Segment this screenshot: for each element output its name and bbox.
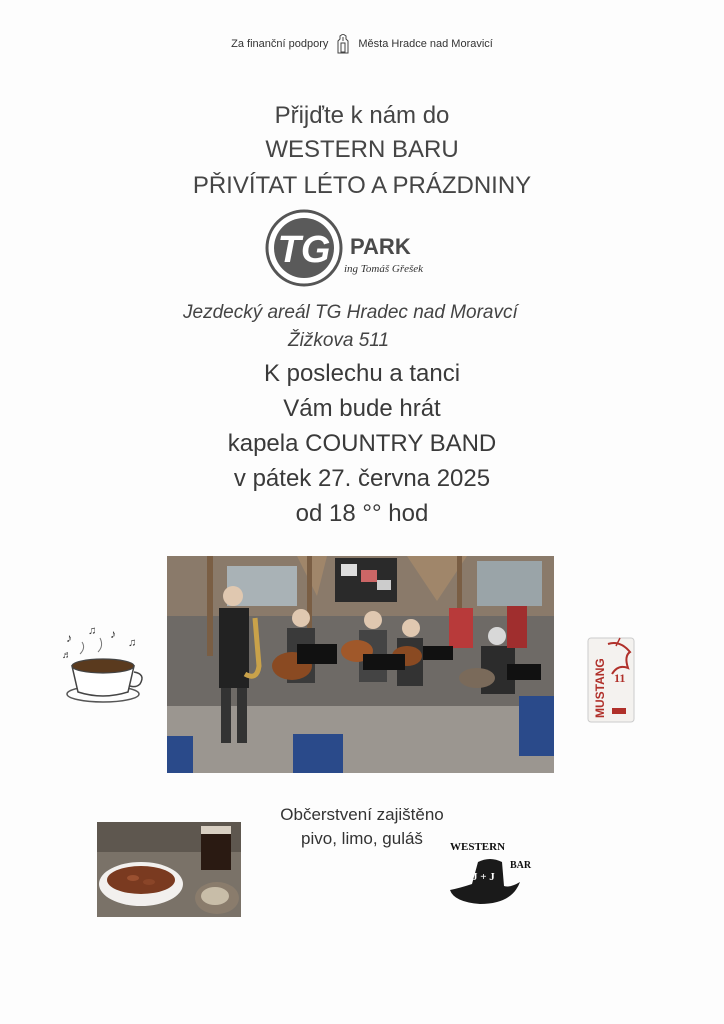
address-line-1: Jezdecký areál TG Hradec nad Moravcí [183, 302, 518, 323]
event-line-5: od 18 °° hod [295, 500, 429, 527]
sponsor-line [0, 34, 724, 54]
refreshments-line-2: pivo, limo, guláš [301, 829, 423, 848]
headline-line-3: PŘIVÍTAT LÉTO A PRÁZDNINY [192, 172, 532, 199]
sponsor-text-right: Města Hradce nad Moravicí [358, 38, 493, 50]
headline-line-1: Přijďte k nám do [274, 102, 450, 129]
mustang-number: 11 [614, 671, 626, 685]
event-line-3: kapela COUNTRY BAND [227, 430, 497, 457]
svg-text:♬: ♬ [62, 650, 72, 661]
band-photo [167, 556, 554, 773]
tg-park-logo [264, 208, 444, 290]
western-logo-top: WESTERN [450, 841, 506, 853]
logo-word: PARK [350, 234, 411, 259]
logo-monogram: TG [277, 229, 331, 271]
western-logo-middle: J + J [472, 871, 495, 883]
western-logo-right: BAR [510, 860, 532, 871]
goulash-photo [97, 822, 241, 917]
logo-signature: ing Tomáš Gřešek [344, 263, 424, 275]
svg-text:♫: ♫ [128, 637, 137, 649]
svg-text:♪: ♪ [110, 627, 116, 641]
town-crest-icon [336, 34, 350, 54]
coffee-cup-icon [58, 624, 148, 712]
mustang-brand: MUSTANG [593, 658, 607, 718]
svg-text:♪: ♪ [66, 631, 72, 645]
event-line-4: v pátek 27. června 2025 [233, 465, 491, 492]
address-line-2: Žižkova 511 [288, 330, 390, 351]
western-bar-logo [444, 838, 534, 908]
mustang-beer-can-icon [580, 634, 642, 724]
svg-text:♫: ♫ [88, 625, 97, 637]
event-line-1: K poslechu a tanci [263, 360, 461, 387]
headline-line-2: WESTERN BARU [265, 136, 459, 163]
refreshments-line-1: Občerstvení zajištěno [280, 805, 444, 824]
sponsor-text-left: Za finanční podpory [231, 38, 329, 50]
event-line-2: Vám bude hrát [283, 395, 441, 422]
